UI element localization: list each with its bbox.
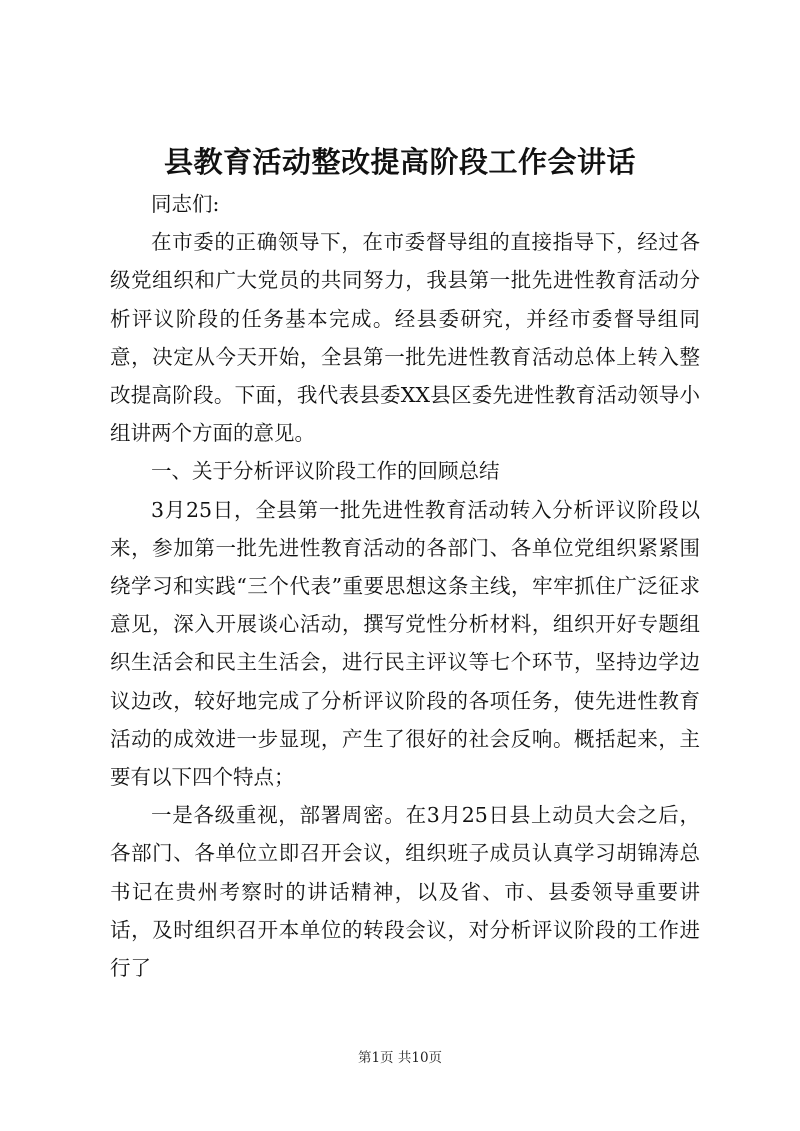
page-footer: 第1页 共10页: [357, 1050, 443, 1066]
paragraph-review: 3月25日，全县第一批先进性教育活动转入分析评议阶段以来，参加第一批先进性教育活动的各部门、各单位党组织紧紧围绕学习和实践“三个代表”重要思想这条主线，牢牢抓住广泛征求意见，深入开展谈心活动，撰写党性分析材料，组织开好专题组织生活会和民主生活会，进行民主评议等七个环节，坚持边学边议边改，较好地完成了分析评议阶段的各项任务，使先进性教育活动的成效进一步显现，产生了很好的社会反响。概括起来，主要有以下四个特点；: [110, 497, 700, 790]
section-heading: 一、关于分析评议阶段工作的回顾总结: [151, 459, 500, 484]
document-title: 县教育活动整改提高阶段工作会讲话: [163, 145, 636, 179]
paragraph-intro: 在市委的正确领导下，在市委督导组的直接指导下，经过各级党组织和广大党员的共同努力，我县第一批先进性教育活动分析评议阶段的任务基本完成。经县委研究，并经市委督导组同意，决定从今天开始，全县第一批先进性教育活动总体上转入整改提高阶段。下面，我代表县委XX县区委先进性教育活动领导小组讲两个方面的意见。: [110, 230, 700, 446]
document-body: [110, 185, 700, 987]
salutation: 同志们:: [151, 192, 220, 216]
paragraph-point-one: 一是各级重视，部署周密。在3月25日县上动员大会之后，各部门、各单位立即召开会议，组织班子成员认真学习胡锦涛总书记在贵州考察时的讲话精神，以及省、市、县委领导重要讲话，及时组织召开本单位的转段会议，对分析评议阶段的工作进行了: [110, 803, 700, 981]
